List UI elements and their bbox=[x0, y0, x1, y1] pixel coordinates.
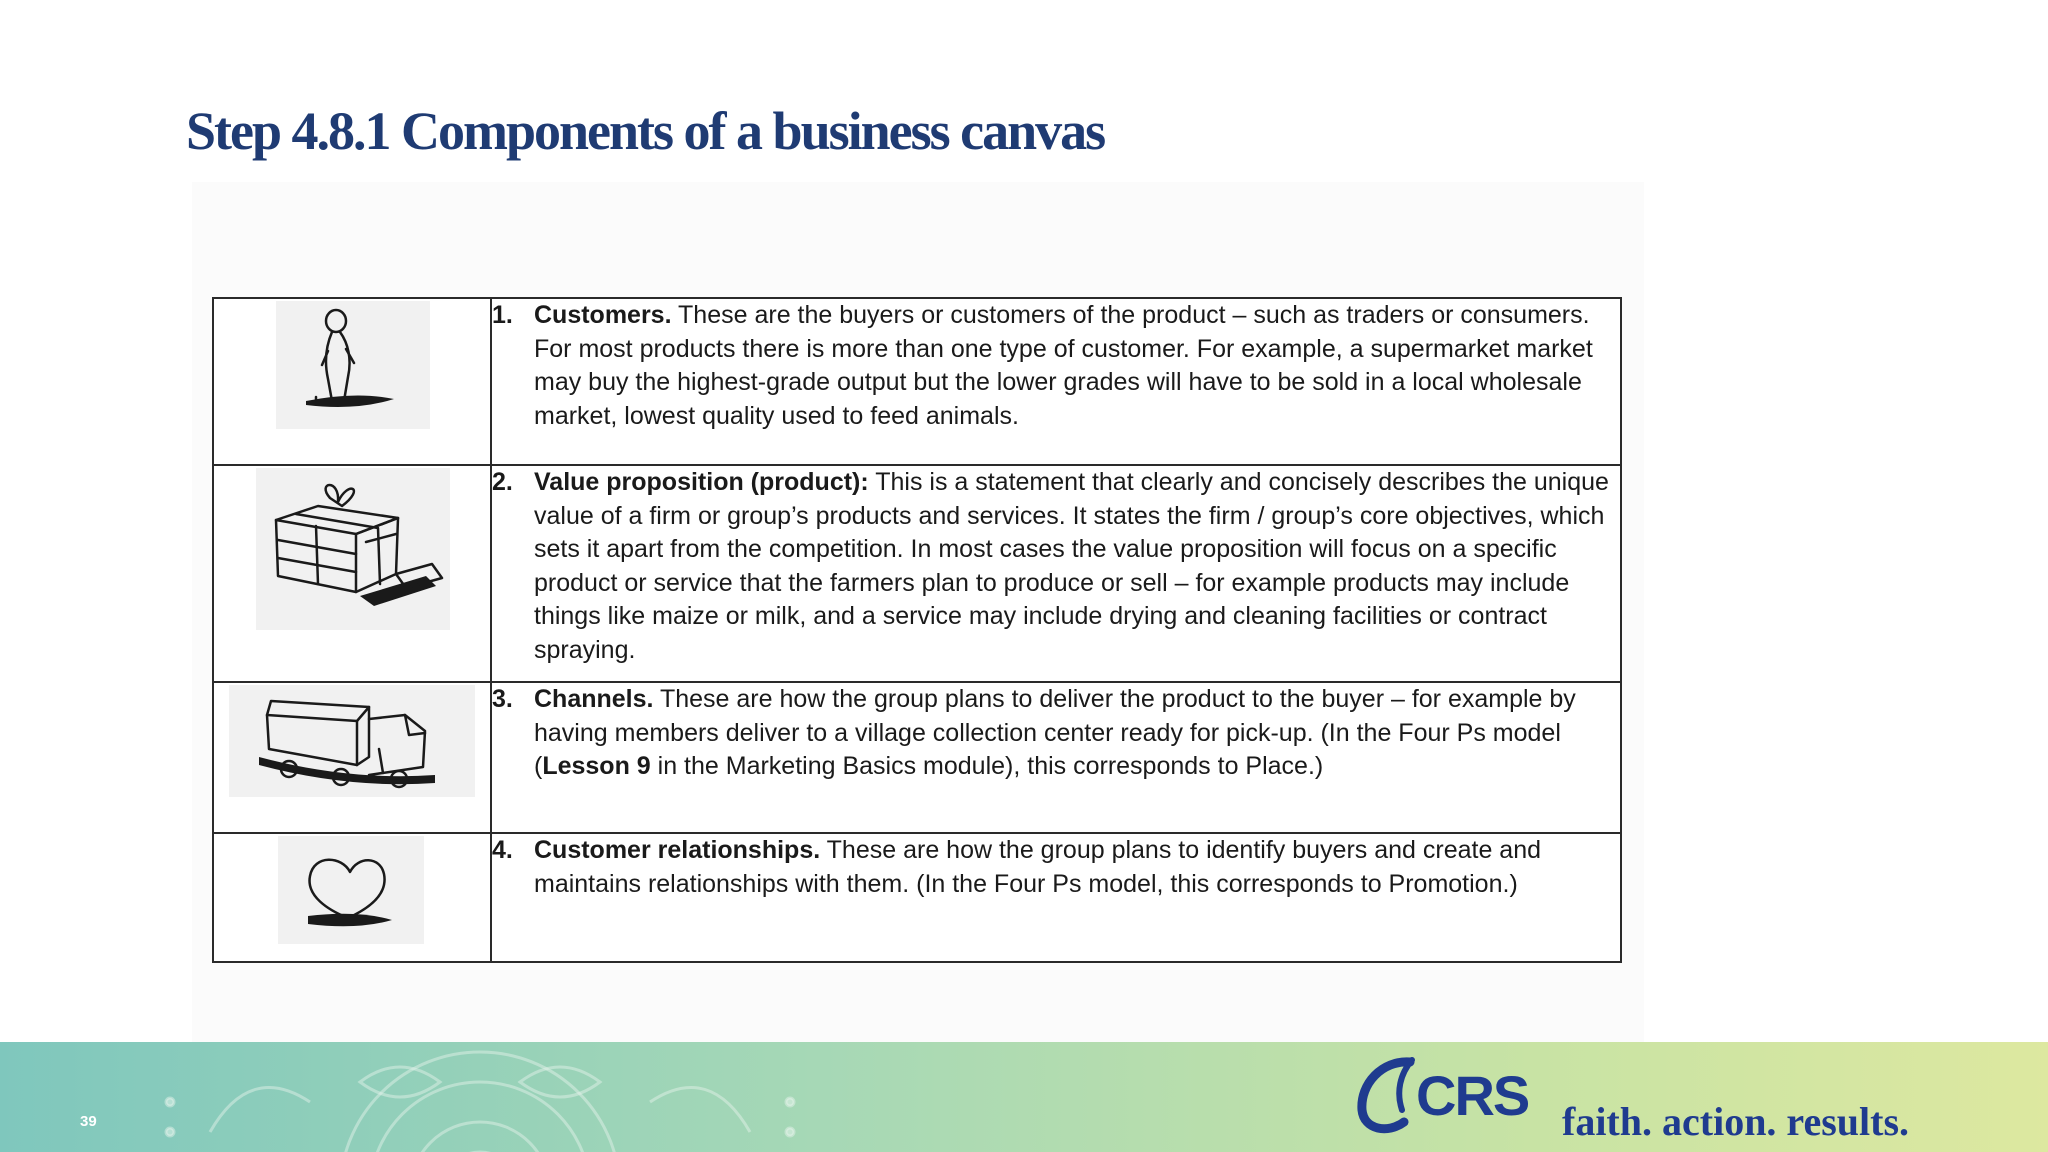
component-bold-text: Lesson 9 bbox=[542, 752, 651, 780]
component-description bbox=[534, 468, 1609, 664]
table-row bbox=[213, 682, 1621, 833]
component-bold-text: Value proposition (product): bbox=[534, 468, 869, 496]
component-description bbox=[534, 301, 1593, 430]
table-row bbox=[213, 465, 1621, 682]
icon-cell bbox=[213, 833, 491, 962]
component-item bbox=[492, 683, 1620, 784]
component-item bbox=[492, 466, 1620, 667]
heart-icon bbox=[278, 836, 424, 944]
component-number: 4. bbox=[492, 836, 513, 864]
component-text: This is a statement that clearly and concisely describes the unique value of a firm or group’s products and services. It states the firm / group’s core objectives, which sets it apart from the competition. In most cases the value proposition will focus on a specific product or service that the farmers plan to produce or sell – for example products may include things like maize or milk, and a service may include drying and cleaning facilities or contract spraying. bbox=[534, 468, 1609, 664]
business-canvas-table bbox=[212, 297, 1622, 963]
component-bold-text: Channels. bbox=[534, 685, 654, 713]
table-row bbox=[213, 298, 1621, 465]
table-row bbox=[213, 833, 1621, 962]
customer-person-icon bbox=[276, 301, 430, 429]
component-bold-text: Customer relationships. bbox=[534, 836, 821, 864]
component-bold-text: Customers. bbox=[534, 301, 672, 329]
component-number: 2. bbox=[492, 468, 513, 496]
gift-box-icon bbox=[256, 468, 450, 630]
delivery-truck-icon bbox=[229, 685, 475, 797]
page-number: 39 bbox=[80, 1113, 97, 1130]
component-description bbox=[534, 836, 1541, 898]
component-text-cell bbox=[491, 833, 1621, 962]
component-item bbox=[492, 834, 1620, 901]
component-text-cell bbox=[491, 682, 1621, 833]
component-number: 1. bbox=[492, 301, 513, 329]
component-text-cell bbox=[491, 298, 1621, 465]
icon-cell bbox=[213, 465, 491, 682]
icon-cell bbox=[213, 298, 491, 465]
crs-logo-text: CRS bbox=[1416, 1064, 1529, 1127]
slide-title: Step 4.8.1 Components of a business canvas bbox=[186, 101, 1105, 161]
component-text: in the Marketing Basics module), this corresponds to Place.) bbox=[650, 752, 1324, 780]
component-item bbox=[492, 299, 1620, 433]
component-text: These are the buyers or customers of the product – such as traders or consumers. For most products there is more than one type of customer. For example, a supermarket market may buy the highest-grade output but the lower grades will have to be sold in a local wholesale market, lowest quality used to feed animals. bbox=[534, 301, 1593, 430]
component-number: 3. bbox=[492, 685, 513, 713]
tagline: faith. action. results. bbox=[1562, 1099, 1910, 1144]
decorative-pattern-icon bbox=[150, 1042, 810, 1152]
component-text-cell bbox=[491, 465, 1621, 682]
icon-cell bbox=[213, 682, 491, 833]
component-text: These are how the group plans to identify buyers and create and maintains relationships with them. (In the Four Ps model, this corresponds to Promotion.) bbox=[534, 836, 1542, 898]
component-description bbox=[534, 685, 1576, 780]
component-text: These are how the group plans to deliver the product to the buyer – for example by having members deliver to a village collection center ready for pick-up. (In the Four Ps model ( bbox=[534, 685, 1576, 780]
